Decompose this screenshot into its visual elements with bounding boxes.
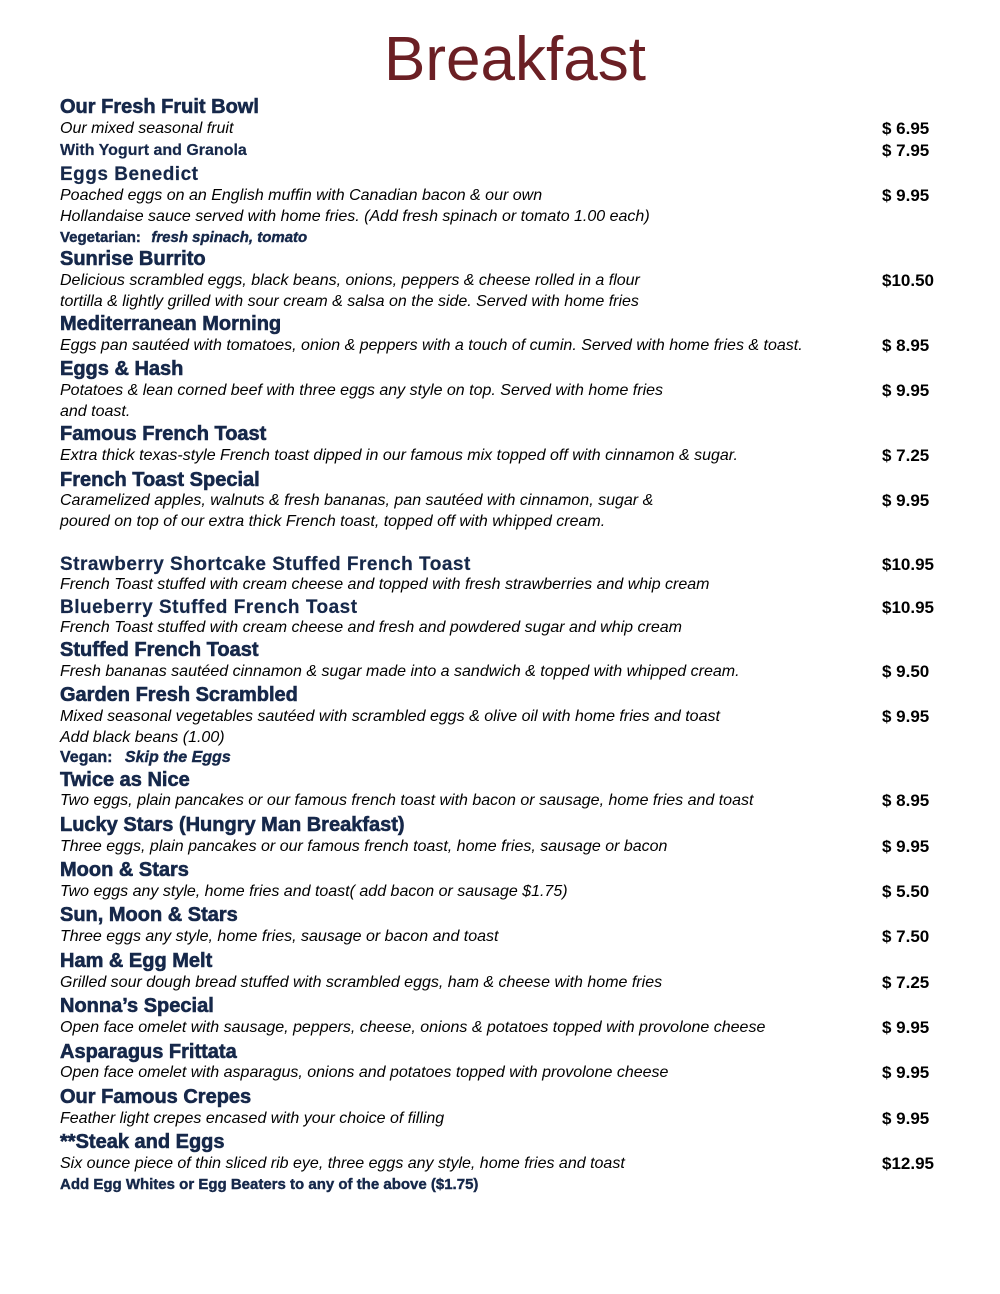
item-price: $ 7.95 [882, 141, 930, 160]
item-price: $ 7.50 [882, 927, 930, 946]
item-description-line2: poured on top of our extra thick French toast, topped off with whipped cream. [60, 513, 606, 530]
item-name: Eggs & Hash [60, 358, 184, 380]
item-name: Asparagus Frittata [60, 1041, 237, 1063]
item-name: Garden Fresh Scrambled [60, 684, 298, 706]
item-name: Twice as Nice [60, 769, 190, 791]
note-label: Vegetarian: [60, 229, 141, 246]
item-price: $ 8.95 [882, 791, 930, 810]
item-description: Potatoes & lean corned beef with three eggs any style on top. Served with home fries [60, 382, 664, 399]
item-price: $10.95 [882, 598, 934, 617]
item-name: Famous French Toast [60, 423, 267, 445]
item-price: $ 9.50 [882, 662, 930, 681]
item-description-line2: Hollandaise sauce served with home fries. (Add fresh spinach or tomato 1.00 each) [60, 208, 650, 225]
item-description: French Toast stuffed with cream cheese and fresh and powdered sugar and whip cream [60, 619, 682, 636]
item-description: Mixed seasonal vegetables sautéed with scrambled eggs & olive oil with home fries and toast [60, 708, 720, 725]
item-price: $10.50 [882, 271, 934, 290]
item-description: Delicious scrambled eggs, black beans, onions, peppers & cheese rolled in a flour [60, 272, 640, 289]
item-description: Caramelized apples, walnuts & fresh bananas, pan sautéed with cinnamon, sugar & [60, 492, 654, 509]
item-price: $ 9.95 [882, 837, 930, 856]
item-description-line2: tortilla & lightly grilled with sour cream & salsa on the side. Served with home fries [60, 293, 639, 310]
item-price: $ 9.95 [882, 381, 930, 400]
item-description-line2: and toast. [60, 403, 131, 420]
dietary-note [60, 228, 940, 247]
item-price: $ 9.95 [882, 1063, 930, 1082]
item-name: Sun, Moon & Stars [60, 904, 238, 926]
item-description-line2: Add black beans (1.00) [60, 729, 225, 746]
item-description: Two eggs, plain pancakes or our famous french toast with bacon or sausage, home fries and toast [60, 792, 754, 809]
item-name: Nonna’s Special [60, 995, 214, 1017]
item-price: $10.95 [882, 555, 934, 574]
item-name: Our Famous Crepes [60, 1086, 252, 1108]
item-description: Open face omelet with asparagus, onions and potatoes topped with provolone cheese [60, 1064, 669, 1081]
item-description: Fresh bananas sautéed cinnamon & sugar made into a sandwich & topped with whipped cream. [60, 663, 740, 680]
item-price: $ 9.95 [882, 1018, 930, 1037]
item-description: Grilled sour dough bread stuffed with scrambled eggs, ham & cheese with home fries [60, 974, 663, 991]
item-name: Moon & Stars [60, 859, 189, 881]
item-name: With Yogurt and Granola [60, 142, 247, 159]
item-name: Eggs Benedict [60, 164, 199, 185]
item-name: Strawberry Shortcake Stuffed French Toast [60, 554, 471, 575]
item-name: Sunrise Burrito [60, 248, 206, 270]
item-price: $ 9.95 [882, 186, 930, 205]
item-price: $ 8.95 [882, 336, 930, 355]
item-name: Blueberry Stuffed French Toast [60, 597, 358, 618]
item-name: Lucky Stars (Hungry Man Breakfast) [60, 814, 405, 836]
dietary-note [60, 748, 940, 767]
item-description: Six ounce piece of thin sliced rib eye, three eggs any style, home fries and toast [60, 1155, 625, 1172]
item-name: Ham & Egg Melt [60, 950, 213, 972]
note-value: Skip the Eggs [124, 749, 231, 766]
item-name: **Steak and Eggs [60, 1131, 225, 1153]
item-price: $12.95 [882, 1154, 934, 1173]
item-name: Our Fresh Fruit Bowl [60, 96, 259, 118]
note-label: Vegan: [60, 749, 113, 766]
item-price: $ 9.95 [882, 491, 930, 510]
item-price: $ 9.95 [882, 1109, 930, 1128]
item-price: $ 6.95 [882, 119, 930, 138]
item-description: Two eggs any style, home fries and toast( add bacon or sausage $1.75) [60, 883, 568, 900]
item-description: Three eggs any style, home fries, sausage or bacon and toast [60, 928, 499, 945]
item-description: Open face omelet with sausage, peppers, cheese, onions & potatoes topped with provolone cheese [60, 1019, 766, 1036]
item-description: French Toast stuffed with cream cheese and topped with fresh strawberries and whip cream [60, 576, 710, 593]
item-price: $ 9.95 [882, 707, 930, 726]
item-description: Our mixed seasonal fruit [60, 120, 234, 137]
item-name: Mediterranean Morning [60, 313, 282, 335]
item-price: $ 5.50 [882, 882, 930, 901]
item-price: $ 7.25 [882, 446, 930, 465]
item-description: Feather light crepes encased with your choice of filling [60, 1110, 445, 1127]
item-description: Extra thick texas-style French toast dipped in our famous mix topped off with cinnamon & sugar. [60, 447, 738, 464]
note-value: fresh spinach, tomato [151, 229, 308, 246]
item-description: Three eggs, plain pancakes or our famous french toast, home fries, sausage or bacon [60, 838, 668, 855]
item-name: French Toast Special [60, 469, 260, 491]
item-description: Eggs pan sautéed with tomatoes, onion & peppers with a touch of cumin. Served with home fries & toast. [60, 337, 803, 354]
item-price: $ 7.25 [882, 973, 930, 992]
item-description: Poached eggs on an English muffin with Canadian bacon & our own [60, 187, 543, 204]
page-title: Breakfast [384, 25, 646, 94]
footer-note: Add Egg Whites or Egg Beaters to any of the above ($1.75) [60, 1176, 479, 1193]
item-name: Stuffed French Toast [60, 639, 259, 661]
